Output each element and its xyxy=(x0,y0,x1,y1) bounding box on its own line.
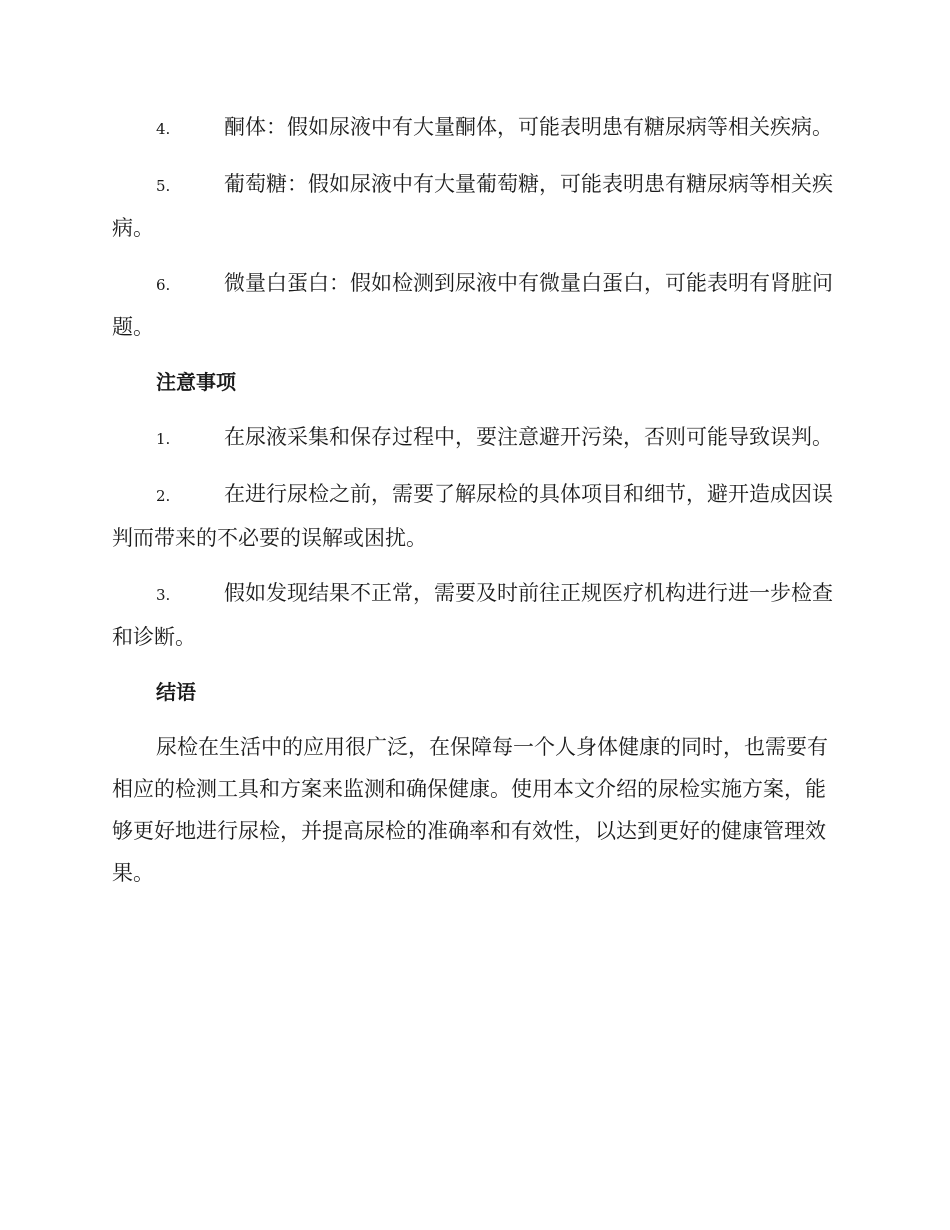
list-number: 4. xyxy=(156,120,171,138)
list-item-text: 微量白蛋白：假如检测到尿液中有微量白蛋白，可能表明有肾脏问题。 xyxy=(112,271,833,339)
list-item-microalbumin xyxy=(112,262,834,348)
list-number: 5. xyxy=(156,177,171,195)
conclusion-paragraph: 尿检在生活中的应用很广泛，在保障每一个人身体健康的同时，也需要有相应的检测工具和方案来监测和确保健康。使用本文介绍的尿检实施方案，能够更好地进行尿检，并提高尿检的准确率和有效性，以达到更好的健康管理效果。 xyxy=(112,735,828,885)
list-number: 1. xyxy=(156,430,171,448)
list-item-text: 葡萄糖：假如尿液中有大量葡萄糖，可能表明患有糖尿病等相关疾病。 xyxy=(112,172,833,240)
list-item-ketone xyxy=(112,106,834,150)
list-item-text: 在进行尿检之前，需要了解尿检的具体项目和细节，避开造成因误判而带来的不必要的误解或困扰。 xyxy=(112,482,833,550)
notes-item-2 xyxy=(112,473,834,559)
list-number: 2. xyxy=(156,487,171,505)
document-page xyxy=(112,106,834,894)
list-item-text: 假如发现结果不正常，需要及时前往正规医疗机构进行进一步检查和诊断。 xyxy=(112,581,833,649)
conclusion-heading: 结语 xyxy=(156,680,196,704)
list-item-glucose xyxy=(112,163,834,249)
notes-item-1 xyxy=(112,416,834,460)
list-item-text: 在尿液采集和保存过程中，要注意避开污染，否则可能导致误判。 xyxy=(224,425,833,449)
list-item-text: 酮体：假如尿液中有大量酮体，可能表明患有糖尿病等相关疾病。 xyxy=(224,115,833,139)
notes-item-3 xyxy=(112,572,834,658)
notes-heading: 注意事项 xyxy=(156,370,236,394)
list-number: 6. xyxy=(156,276,171,294)
list-number: 3. xyxy=(156,586,171,604)
